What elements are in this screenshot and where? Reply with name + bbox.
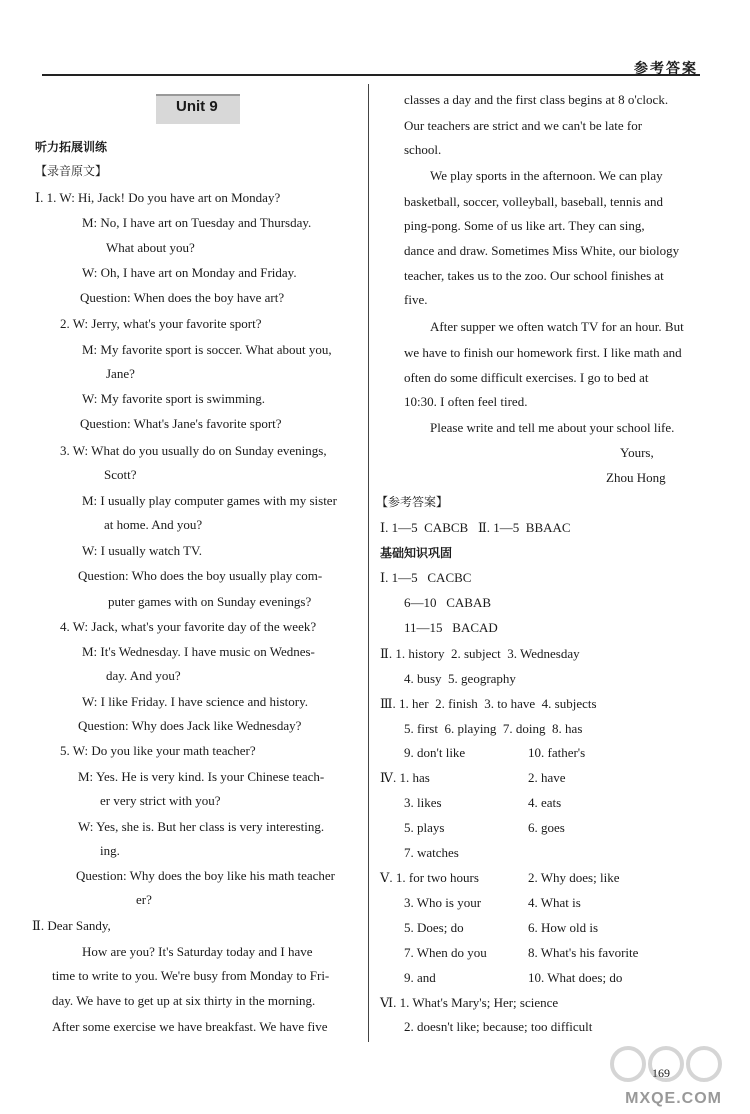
right-text-line: Ⅴ. 1. for two hours	[380, 870, 479, 885]
right-text-line: 7. When do you	[404, 945, 487, 960]
left-text-line: 【录音原文】	[35, 164, 108, 178]
unit-title: Unit 9	[176, 98, 218, 115]
right-text-line: 5. first 6. playing 7. doing 8. has	[404, 721, 583, 736]
watermark-text: MXQE.COM	[625, 1090, 722, 1107]
right-text-line: basketball, soccer, volleyball, baseball, tennis and	[404, 194, 664, 209]
left-text-line: er very strict with you?	[100, 793, 221, 808]
right-text-line: 【参考答案】	[376, 495, 449, 509]
right-text-line: five.	[404, 292, 428, 307]
left-text-line: Scott?	[104, 467, 137, 482]
right-text-line: Ⅲ. 1. her 2. finish 3. to have 4. subjects	[380, 696, 597, 711]
right-text-line: 2. doesn't like; because; too difficult	[404, 1019, 593, 1034]
right-text-line: we have to finish our homework first. I like math and	[404, 345, 682, 360]
left-text-line: Jane?	[106, 366, 135, 381]
column-divider	[368, 84, 369, 1042]
left-text-line: Ⅰ. 1. W: Hi, Jack! Do you have art on Monday?	[35, 190, 281, 205]
right-text-line: Ⅵ. 1. What's Mary's; Her; science	[380, 995, 559, 1010]
right-text-line: We play sports in the afternoon. We can play	[430, 168, 663, 183]
right-text-line: 基础知识巩固	[380, 546, 453, 560]
left-text-line: Question: Why does Jack like Wednesday?	[78, 718, 302, 733]
right-text-line: school.	[404, 142, 442, 157]
left-text-line: puter games with on Sunday evenings?	[108, 594, 312, 609]
right-text-line: Zhou Hong	[606, 470, 666, 485]
left-text-line: M: It's Wednesday. I have music on Wednes-	[82, 644, 315, 659]
right-text-line: 6—10 CABAB	[404, 595, 492, 610]
right-text-line: 9. and	[404, 970, 436, 985]
header-rule	[42, 74, 700, 76]
left-text-line: 4. W: Jack, what's your favorite day of the week?	[60, 619, 317, 634]
right-text-line: often do some difficult exercises. I go to bed at	[404, 370, 649, 385]
left-text-line: Ⅱ. Dear Sandy,	[32, 918, 111, 933]
right-text-line: ping-pong. Some of us like art. They can sing,	[404, 218, 645, 233]
right-text-line: 4. What is	[528, 895, 581, 910]
right-text-line: Our teachers are strict and we can't be late for	[404, 118, 643, 133]
left-text-line: er?	[136, 892, 152, 907]
left-text-line: Question: Who does the boy usually play com-	[78, 568, 323, 583]
right-text-line: classes a day and the first class begins at 8 o'clock.	[404, 92, 669, 107]
left-text-line: 2. W: Jerry, what's your favorite sport?	[60, 316, 262, 331]
left-text-line: 3. W: What do you usually do on Sunday evenings,	[60, 443, 327, 458]
left-text-line: ing.	[100, 843, 120, 858]
right-text-line: 9. don't like	[404, 745, 466, 760]
right-text-line: 3. Who is your	[404, 895, 482, 910]
left-text-line: Question: When does the boy have art?	[80, 290, 285, 305]
left-text-line: After some exercise we have breakfast. We have five	[52, 1019, 328, 1034]
left-text-line: W: My favorite sport is swimming.	[82, 391, 265, 406]
right-text-line: 10. father's	[528, 745, 586, 760]
right-text-line: Ⅰ. 1—5 CABCB Ⅱ. 1—5 BBAAC	[380, 520, 571, 535]
right-text-line: 6. How old is	[528, 920, 599, 935]
right-text-line: 7. watches	[404, 845, 459, 860]
left-text-line: M: Yes. He is very kind. Is your Chinese teach-	[78, 769, 325, 784]
left-text-line: W: Oh, I have art on Monday and Friday.	[82, 265, 297, 280]
left-text-line: M: No, I have art on Tuesday and Thursday.	[82, 215, 312, 230]
left-text-line: What about you?	[106, 240, 195, 255]
right-text-line: 6. goes	[528, 820, 565, 835]
right-text-line: After supper we often watch TV for an hour. But	[430, 319, 684, 334]
left-text-line: Question: What's Jane's favorite sport?	[80, 416, 282, 431]
right-text-line: 2. have	[528, 770, 566, 785]
left-text-line: time to write to you. We're busy from Monday to Fri-	[52, 968, 330, 983]
left-text-line: W: Yes, she is. But her class is very interesting.	[78, 819, 325, 834]
left-text-line: day. And you?	[106, 668, 181, 683]
right-text-line: 11—15 BACAD	[404, 620, 498, 635]
left-text-line: W: I usually watch TV.	[82, 543, 202, 558]
left-text-line: day. We have to get up at six thirty in the morning.	[52, 993, 316, 1008]
header-section-tag: 参考答案	[634, 61, 698, 77]
left-text-line: 5. W: Do you like your math teacher?	[60, 743, 256, 758]
right-text-line: 10. What does; do	[528, 970, 623, 985]
right-text-line: 5. Does; do	[404, 920, 464, 935]
left-text-line: at home. And you?	[104, 517, 203, 532]
right-text-line: Ⅰ. 1—5 CACBC	[380, 570, 472, 585]
right-text-line: 10:30. I often feel tired.	[404, 394, 528, 409]
left-text-line: Question: Why does the boy like his math teacher	[76, 868, 335, 883]
right-text-line: Please write and tell me about your school life.	[430, 420, 675, 435]
right-text-line: 2. Why does; like	[528, 870, 620, 885]
right-text-line: 8. What's his favorite	[528, 945, 639, 960]
left-text-line: M: I usually play computer games with my sister	[82, 493, 337, 508]
left-text-line: How are you? It's Saturday today and I have	[82, 944, 313, 959]
page-number: 169	[652, 1066, 670, 1080]
left-text-line: 听力拓展训练	[35, 140, 108, 154]
right-text-line: teacher, takes us to the zoo. Our school finishes at	[404, 268, 664, 283]
right-text-line: 5. plays	[404, 820, 445, 835]
right-text-line: Ⅱ. 1. history 2. subject 3. Wednesday	[380, 646, 580, 661]
right-text-line: 3. likes	[404, 795, 442, 810]
right-text-line: 4. busy 5. geography	[404, 671, 516, 686]
right-text-line: Yours,	[620, 445, 654, 460]
left-text-line: W: I like Friday. I have science and history.	[82, 694, 308, 709]
right-text-line: dance and draw. Sometimes Miss White, our biology	[404, 243, 680, 258]
right-text-line: 4. eats	[528, 795, 562, 810]
right-text-line: Ⅳ. 1. has	[380, 770, 430, 785]
left-text-line: M: My favorite sport is soccer. What about you,	[82, 342, 332, 357]
